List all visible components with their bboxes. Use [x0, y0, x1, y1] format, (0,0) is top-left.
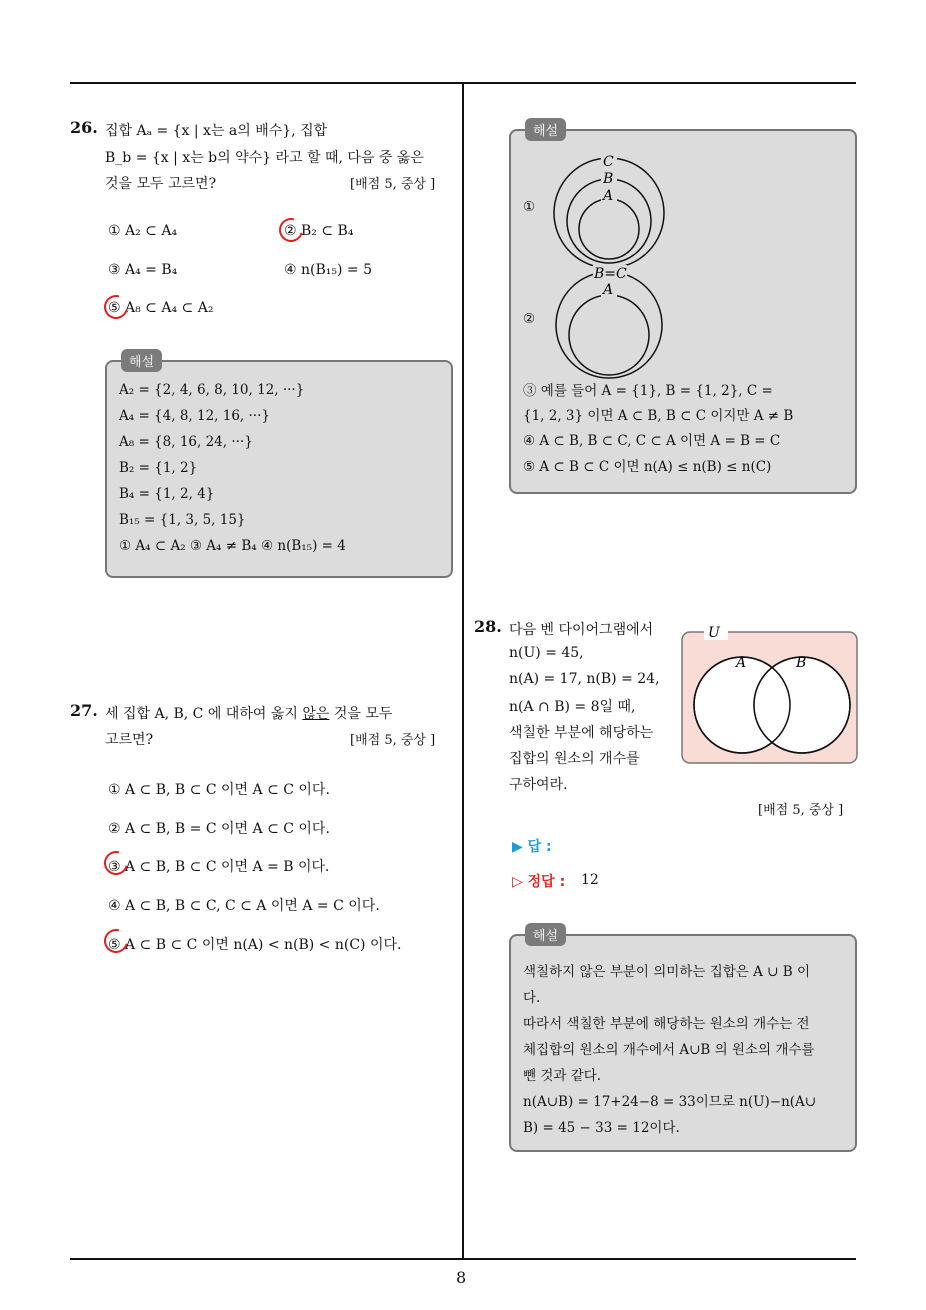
correct-answer-value: 12: [581, 872, 599, 888]
nested-venn-diagram-1: [551, 153, 671, 273]
correct-answer-label: ▷ 정답 :: [512, 874, 566, 890]
question-text-line: 구하여라.: [509, 777, 568, 793]
score-label: [배점 5, 중상 ]: [758, 803, 844, 818]
venn-diagram-u-a-b: [680, 620, 860, 766]
explanation-box: [509, 929, 857, 1152]
explanation-line: A₄ = {4, 8, 12, 16, ···}: [119, 408, 270, 424]
venn2-label-bc: B=C: [594, 266, 627, 282]
explanation-line: ③ 예를 들어 A = {1}, B = {1, 2}, C =: [523, 383, 773, 399]
explanation-box: [105, 355, 453, 578]
question-text-line: 집합의 원소의 개수를: [509, 751, 640, 767]
question-text-pre: 세 집합 A, B, C 에 대하여 옳지: [105, 706, 303, 722]
question-text-line: 다음 벤 다이어그램에서: [509, 622, 654, 638]
explanation-line: A₂ = {2, 4, 6, 8, 10, 12, ···}: [119, 382, 305, 398]
choice-5[interactable]: ⑤ A ⊂ B ⊂ C 이면 n(A) < n(B) < n(C) 이다.: [108, 937, 402, 953]
choice-2[interactable]: ② B₂ ⊂ B₄: [284, 223, 354, 239]
choice-3[interactable]: ③ A ⊂ B, B ⊂ C 이면 A = B 이다.: [108, 859, 330, 875]
explanation-tag: 해설: [525, 118, 566, 141]
question-text-line2: 고르면?: [105, 732, 154, 748]
question-text-line1: [105, 703, 392, 723]
explanation-label-1: ①: [523, 199, 536, 215]
question-text-post: 것을 모두: [329, 706, 393, 722]
question-text-underline: 않은: [302, 706, 330, 722]
explanation-tag: 해설: [121, 349, 162, 372]
explanation-line: n(A∪B) = 17+24−8 = 33이므로 n(U)−n(A∪: [523, 1094, 817, 1110]
score-label: [배점 5, 중상 ]: [350, 733, 436, 748]
question-text-line: n(U) = 45,: [509, 645, 584, 661]
column-divider: [462, 83, 464, 1259]
venn-label-a: A: [736, 655, 747, 671]
choice-1[interactable]: ① A ⊂ B, B ⊂ C 이면 A ⊂ C 이다.: [108, 782, 330, 798]
question-text-line: 색칠한 부분에 해당하는: [509, 725, 654, 741]
explanation-line: 따라서 색칠한 부분에 해당하는 원소의 개수는 전: [523, 1016, 810, 1032]
answer-label: ▶ 답 :: [512, 839, 552, 855]
venn-label-u: U: [708, 625, 720, 641]
choice-2[interactable]: ② A ⊂ B, B = C 이면 A ⊂ C 이다.: [108, 821, 330, 837]
selected-mark-icon: [275, 214, 308, 247]
explanation-line: A₈ = {8, 16, 24, ···}: [119, 434, 253, 450]
question-number: 26.: [70, 118, 98, 137]
explanation-label-2: ②: [523, 311, 536, 327]
explanation-line: 색칠하지 않은 부분이 의미하는 집합은 A ∪ B 이: [523, 964, 811, 980]
explanation-line: B) = 45 − 33 = 12이다.: [523, 1120, 680, 1136]
selected-mark-icon: [100, 291, 133, 324]
question-text-line1: 집합 Aₐ = {x | x는 a의 배수}, 집합: [105, 123, 328, 139]
bottom-rule: [70, 1258, 856, 1260]
explanation-line: ① A₄ ⊂ A₂ ③ A₄ ≠ B₄ ④ n(B₁₅) = 4: [119, 538, 346, 554]
explanation-tag: 해설: [525, 923, 566, 946]
question-text-line: n(A) = 17, n(B) = 24,: [509, 671, 660, 687]
choice-4[interactable]: ④ n(B₁₅) = 5: [284, 262, 372, 278]
explanation-line: 다.: [523, 990, 541, 1006]
question-number: 28.: [474, 617, 502, 636]
score-label: [배점 5, 중상 ]: [350, 177, 436, 192]
venn2-label-a: A: [603, 282, 614, 298]
question-text-line3: 것을 모두 고르면?: [105, 176, 217, 192]
explanation-box: [509, 124, 857, 494]
choice-4[interactable]: ④ A ⊂ B, B ⊂ C, C ⊂ A 이면 A = C 이다.: [108, 898, 380, 914]
question-text-line2: B_b = {x | x는 b의 약수} 라고 할 때, 다음 중 옳은: [105, 150, 424, 166]
nested-venn-diagram-2: [551, 265, 671, 381]
explanation-line: ④ A ⊂ B, B ⊂ C, C ⊂ A 이면 A = B = C: [523, 433, 781, 449]
choice-3[interactable]: ③ A₄ = B₄: [108, 262, 178, 278]
choice-5[interactable]: ⑤ A₈ ⊂ A₄ ⊂ A₂: [108, 300, 214, 316]
explanation-line: 체집합의 원소의 개수에서 A∪B 의 원소의 개수를: [523, 1042, 815, 1058]
question-text-line: n(A ∩ B) = 8일 때,: [509, 699, 636, 715]
explanation-line: B₂ = {1, 2}: [119, 460, 198, 476]
explanation-line: {1, 2, 3} 이면 A ⊂ B, B ⊂ C 이지만 A ≠ B: [523, 408, 794, 424]
venn-label-b: B: [796, 655, 807, 671]
venn1-label-b: B: [603, 171, 614, 187]
venn1-label-a: A: [603, 188, 614, 204]
page-number: 8: [456, 1268, 467, 1287]
explanation-line: B₁₅ = {1, 3, 5, 15}: [119, 512, 246, 528]
question-number: 27.: [70, 701, 98, 720]
choice-1[interactable]: ① A₂ ⊂ A₄: [108, 223, 178, 239]
venn1-label-c: C: [603, 154, 614, 170]
explanation-line: ⑤ A ⊂ B ⊂ C 이면 n(A) ≤ n(B) ≤ n(C): [523, 459, 772, 475]
explanation-line: B₄ = {1, 2, 4}: [119, 486, 215, 502]
explanation-line: 뺀 것과 같다.: [523, 1068, 602, 1084]
